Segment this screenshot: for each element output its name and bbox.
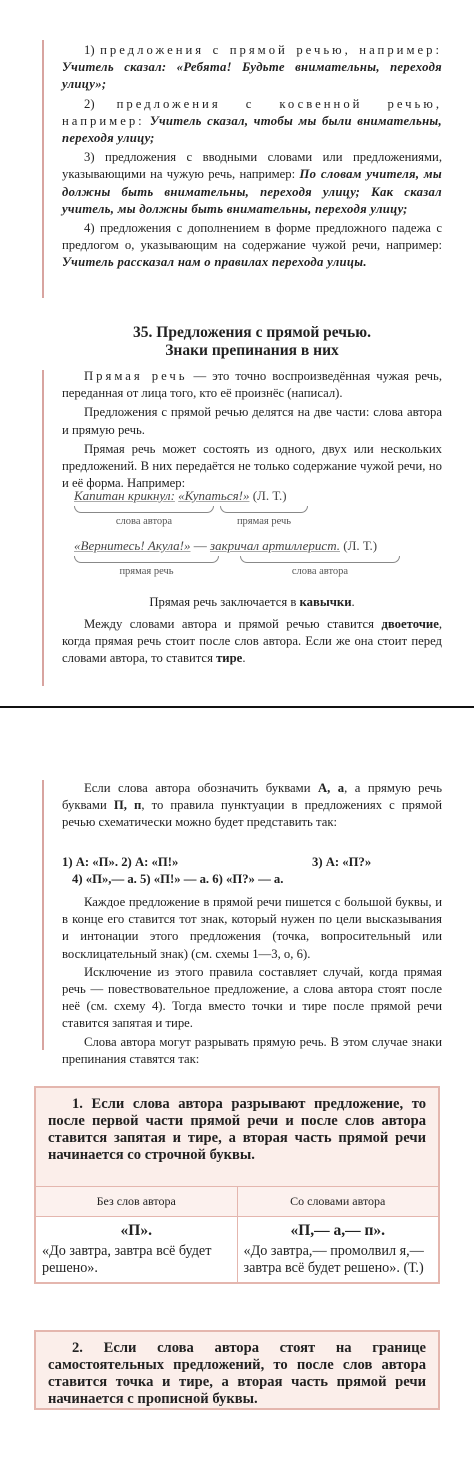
rule-text: 1. Если слова автора разрывают предложение, то после первой части прямой речи и после слов автора ставится запятая и тире, а вторая часть прямой речи начинается со строчной буквы. bbox=[48, 1096, 426, 1163]
brace-label: прямая речь bbox=[220, 506, 308, 527]
author-words: Капитан крикнул: bbox=[74, 488, 175, 503]
author-words: закричал артиллерист. bbox=[210, 538, 341, 553]
scheme-line: 1) А: «П». 2) А: «П!» 3) А: «П?» bbox=[62, 855, 372, 869]
margin-bar bbox=[42, 370, 44, 686]
table-cell bbox=[237, 1216, 439, 1283]
brace-label: прямая речь bbox=[74, 556, 219, 577]
page-top bbox=[0, 0, 474, 704]
rules-text bbox=[62, 894, 442, 1068]
table-cell bbox=[35, 1216, 237, 1283]
brace-label: слова автора bbox=[240, 556, 400, 577]
intro-text bbox=[62, 368, 442, 492]
formula: «П». bbox=[120, 1221, 152, 1239]
paragraph: Исключение из этого правила составляет случай, когда прямая речь — повествовательное предложение, а слова автора стоят после неё (см. схему 4). Тогда вместо точки и тире после прямой речи ставится запятая и тире. bbox=[62, 964, 442, 1031]
margin-bar bbox=[42, 40, 44, 298]
rule-box-2 bbox=[34, 1330, 440, 1410]
types-list bbox=[62, 42, 442, 272]
scheme-intro bbox=[62, 780, 442, 832]
brace-label: слова автора bbox=[74, 506, 214, 527]
margin-bar bbox=[42, 780, 44, 1050]
rule-text: 2. Если слова автора стоят на границе самостоятельных предложений, то после слов автора ставится точка и тире, а вторая часть прямой речи начинается с прописной буквы. bbox=[48, 1340, 426, 1407]
example-1 bbox=[74, 488, 454, 504]
page-bottom bbox=[0, 736, 474, 1468]
definition: Прямая речь — это точно воспроизведённая чужая речь, переданная от лица того, кто её произнёс (написал). bbox=[62, 369, 442, 401]
formula: «П,— а,— п». bbox=[290, 1221, 386, 1239]
direct-speech: «Купаться!» bbox=[178, 488, 250, 503]
direct-speech: «Вернитесь! Акула!» bbox=[74, 538, 191, 553]
paragraph: Предложения с прямой речью делятся на две части: слова автора и прямую речь. bbox=[62, 405, 442, 437]
list-item: 1) предложения с прямой речью, например: Учитель сказал: «Ребята! Будьте внимательны, переходя улицу»; bbox=[62, 43, 442, 92]
rule-table bbox=[34, 1186, 440, 1284]
paragraph: Если слова автора обозначить буквами А, а, а прямую речь буквами П, п, то правила пунктуации в предложениях с прямой речью схематически можно будет представить так: bbox=[62, 781, 442, 830]
paragraph: Прямая речь может состоять из одного, двух или нескольких предложений. В них передаётся не только содержание чужой речи, но и её форма. Например: bbox=[62, 441, 442, 491]
list-item: 4) предложения с дополнением в форме предложного падежа с предлогом о, указывающим на содержание чужой речи, например: Учитель рассказал нам о правилах перехода улицы. bbox=[62, 221, 442, 270]
quotes-rule: Прямая речь заключается в кавычки. bbox=[149, 595, 355, 609]
example-2: «Вернитесь! Акула!» — закричал артиллерист. (Л. Т.) bbox=[74, 538, 378, 553]
paragraph: Слова автора могут разрывать прямую речь. В этом случае знаки препинания ставятся так: bbox=[62, 1034, 442, 1066]
source: (Л. Т.) bbox=[252, 488, 287, 503]
rule-box-1 bbox=[34, 1086, 440, 1188]
scheme-line: 4) «П»,— а. 5) «П!» — а. 6) «П?» — а. bbox=[72, 872, 284, 887]
column-header: Со словами автора bbox=[237, 1187, 439, 1217]
punctuation-text bbox=[62, 616, 442, 668]
example: «До завтра,— промолвил я,— завтра всё будет решено». (Т.) bbox=[243, 1243, 424, 1276]
column-header: Без слов автора bbox=[35, 1187, 237, 1217]
section-heading: 35. Предложения с прямой речью. Знаки препинания в них bbox=[133, 324, 371, 359]
paragraph: Между словами автора и прямой речью ставится двоеточие, когда прямая речь стоит после слов автора. Если же она стоит перед словами автора, то ставится тире. bbox=[62, 617, 442, 666]
list-item: 2) предложения с косвенной речью, например: Учитель сказал, чтобы мы были внимательны, переходя улицу; bbox=[62, 96, 442, 146]
paragraph: Каждое предложение в прямой речи пишется с большой буквы, и в конце его ставится тот знак, который нужен по цели высказывания и интонации этого предложения (точка, вопросительный или восклицательный знак) (см. схемы 1—3, о, 6). bbox=[62, 895, 442, 961]
schemes bbox=[62, 854, 442, 888]
list-item: 3) предложения с вводными словами или предложениями, указывающими на чужую речь, например: По словам учителя, мы должны быть внимательны, переходя улицу; Как сказал учитель, мы должны быть внимательны, переходя улицу; bbox=[62, 150, 443, 216]
source: (Л. Т.) bbox=[343, 538, 378, 553]
example: «До завтра, завтра всё будет решено». bbox=[42, 1243, 212, 1276]
page-separator bbox=[0, 704, 474, 736]
